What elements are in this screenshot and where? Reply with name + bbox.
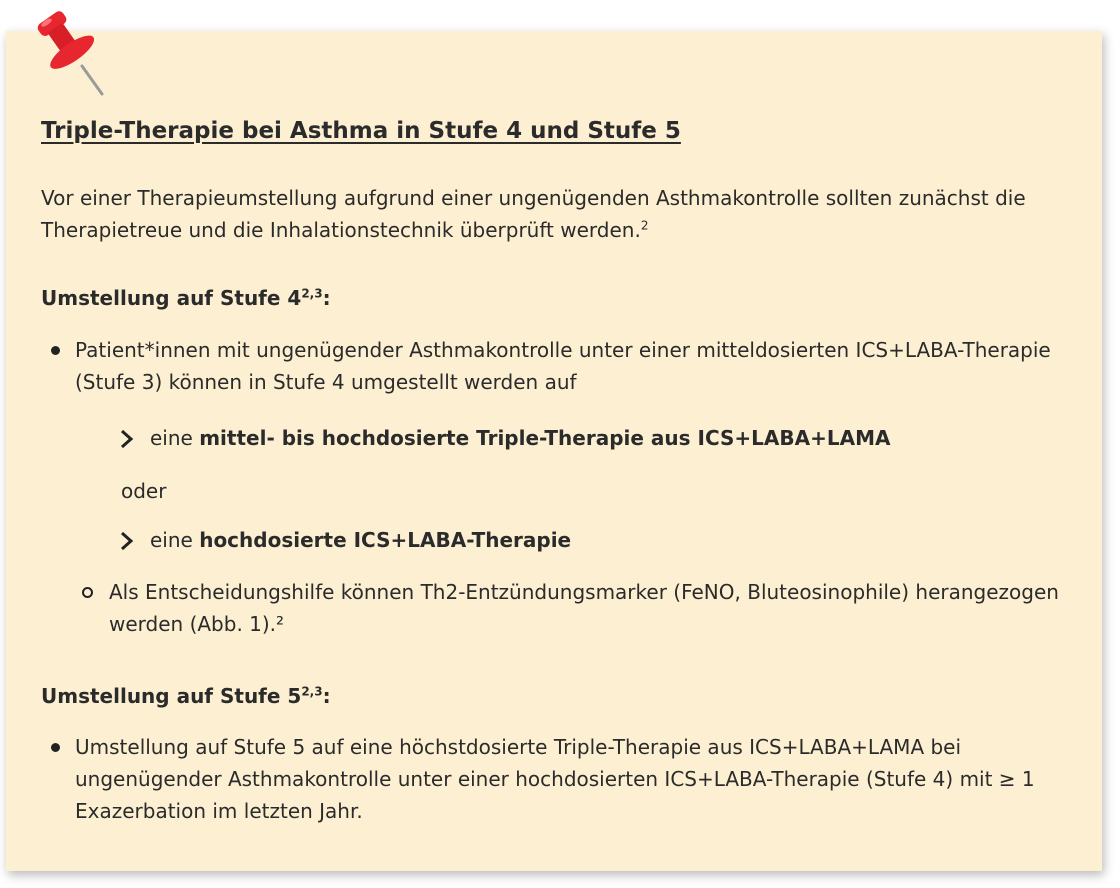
stufe4-hint: [80, 576, 1070, 640]
stufe5-heading-text: Umstellung auf Stufe 5: [41, 684, 302, 708]
stufe5-heading-reference: 2,3: [301, 684, 323, 699]
intro-text: Vor einer Therapieumstellung aufgrund einer ungenügenden Asthmakontrolle sollten zunächst die Therapietreue und die Inhalationstechnik überprüft werden.: [41, 186, 1026, 242]
option2-bold: hochdosierte ICS+LABA-Therapie: [199, 528, 572, 552]
stufe4-heading-reference: 2,3: [301, 286, 323, 301]
stufe4-heading-text: Umstellung auf Stufe 4: [41, 286, 302, 310]
stufe4-heading: [41, 286, 331, 310]
bullet-dot-icon: [51, 743, 60, 752]
stufe4-option-1: [118, 423, 890, 453]
option2-prefix: eine: [150, 528, 200, 552]
intro-paragraph: [41, 182, 1071, 246]
stufe5-bullet-text: Umstellung auf Stufe 5 auf eine höchstdosierte Triple-Therapie aus ICS+LABA+LAMA bei ungenügender Asthmakontrolle unter einer hochdosierten ICS+LABA-Therapie (Stufe 4) mit ≥ 1 Exazerbation im letzten Jahr.: [75, 735, 1035, 823]
chevron-right-icon: [118, 531, 136, 551]
stufe4-option-2: [118, 525, 571, 555]
stufe4-hint-text: Als Entscheidungshilfe können Th2-Entzündungsmarker (FeNO, Bluteosinophile) herangezogen werden (Abb. 1).²: [109, 580, 1059, 636]
stufe5-heading: [41, 684, 331, 708]
stufe5-bullet: [41, 731, 1081, 827]
bullet-circle-icon: [82, 587, 93, 598]
bullet-dot-icon: [51, 346, 60, 355]
stufe4-bullet: [41, 334, 1081, 398]
chevron-right-icon: [118, 429, 136, 449]
intro-reference: 2: [640, 218, 649, 233]
stufe5-heading-colon: :: [322, 684, 331, 708]
stufe4-heading-colon: :: [322, 286, 331, 310]
pushpin-icon: [30, 4, 116, 100]
page-title: Triple-Therapie bei Asthma in Stufe 4 und Stufe 5: [41, 118, 681, 144]
option1-bold: mittel- bis hochdosierte Triple-Therapie aus ICS+LABA+LAMA: [199, 426, 891, 450]
option1-prefix: eine: [150, 426, 200, 450]
or-label: oder: [121, 479, 167, 503]
stufe4-bullet-text: Patient*innen mit ungenügender Asthmakontrolle unter einer mitteldosierten ICS+LABA-Therapie (Stufe 3) können in Stufe 4 umgestellt werden auf: [75, 338, 1051, 394]
